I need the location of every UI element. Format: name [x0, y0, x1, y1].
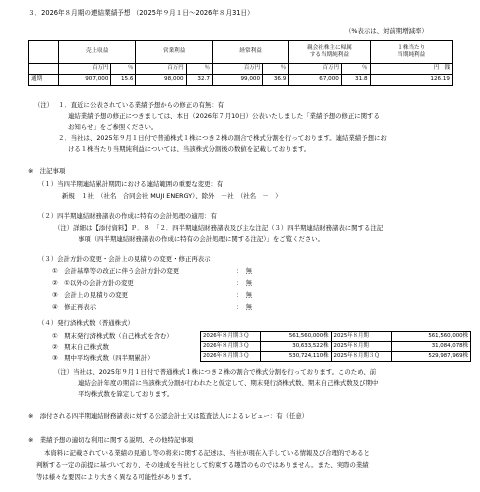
forecast-title: ３．2026年８月期の連結業績予想 （2025年９月１日～2026年８月31日） [28, 9, 254, 17]
section-2-note-1: （注）詳細は【添付資料】Ｐ．８ 「２．四半期連結財務諸表及び主な注記（３）四半期連結財務諸表に関する注記 [54, 224, 384, 232]
value-cell: 907,000 [58, 75, 111, 86]
policy-item-3-value: ： 無 [236, 291, 252, 299]
header-ordinary-profit: 経常利益 [212, 41, 288, 64]
value-cell: 32.7 [186, 75, 212, 86]
shares-note-1: （注）当社は、2025年９月１日付で普通株式１株につき２株の割合で株式分割を行っております。このため、前 [54, 368, 377, 376]
value-cell: 529,987,969株 [392, 352, 471, 362]
period-cell: 2026年８月期３Ｑ [201, 352, 261, 362]
policy-item-1-value: ： 無 [236, 267, 252, 275]
policy-item-3: ③ 会計上の見積りの変更 [52, 291, 129, 299]
unit-cell: ％ [263, 64, 289, 75]
unit-cell: 円 銭 [370, 64, 452, 75]
section-3: （３）会計方針の変更・会計上の見積りの変更・修正再表示 [38, 255, 211, 263]
section-4: （４）発行済株式数（普通株式） [38, 319, 134, 327]
table-row [201, 342, 471, 352]
table-row [201, 352, 471, 362]
value-cell: 36.9 [263, 75, 289, 86]
note-1: １．直近に公表されている業績予想からの修正の有無：有 [58, 101, 225, 109]
guidance-line-3: 等は様々な要因により大きく異なる可能性があります。 [36, 473, 196, 481]
period-cell: 2025年８月期３Ｑ [331, 352, 392, 362]
unit-cell: ％ [186, 64, 212, 75]
chuki-heading: ※ 注記事項 [28, 167, 66, 175]
forecast-header-row [29, 41, 453, 64]
note-1-line3: お知らせ」をご参照ください。 [68, 123, 158, 131]
period-cell: 2025年８月期 [331, 332, 392, 342]
policy-item-1: ① 会計基準等の改正に伴う会計方針の変更 [52, 267, 180, 275]
guidance-line-2: 判断する一定の前提に基づいており、その達成を当社として約束する趣旨のものではありません。また、実際の業績 [36, 461, 369, 469]
unit-cell: 百万円 [289, 64, 342, 75]
header-eps: １株当たり 当期純利益 [370, 41, 452, 64]
unit-cell: ％ [111, 64, 136, 75]
section-2-note-2: 事項（四半期連結財務諸表の作成に特有の会計処理に関する注記）」をご覧ください。 [78, 235, 325, 243]
shares-table [200, 331, 471, 362]
unit-cell: 百万円 [212, 64, 262, 75]
policy-item-4: ④ 修正再表示 [52, 303, 97, 311]
shares-label-2: ② 期末自己株式数 [52, 343, 109, 351]
period-cell: 2026年８月期３Ｑ [201, 332, 261, 342]
note-1-line2: 連結業績予想の修正につきましては、本日（2026年７月10日）公表いたしました「業績予想の修正に関する [68, 112, 380, 120]
value-cell: 561,560,000株 [392, 332, 471, 342]
guidance-line-1: 本資料に記載されている業績の見通し等の将来に関する記述は、当社が現在入手している情報及び合理的であると [44, 449, 370, 457]
header-net-income: 親会社株主に帰属 する当期純利益 [289, 41, 370, 64]
row-label: 通期 [29, 75, 59, 86]
value-cell: 31.8 [341, 75, 370, 86]
unit-cell: ％ [341, 64, 370, 75]
policy-item-2-value: ： 無 [236, 279, 252, 287]
note-label: （注） [34, 101, 54, 109]
forecast-value-row [29, 75, 453, 86]
value-cell: 30,633,522株 [260, 342, 331, 352]
policy-item-4-value: ： 無 [236, 303, 252, 311]
pct-note: （%表示は、対前期増減率） [345, 27, 428, 35]
forecast-unit-row [29, 64, 453, 75]
review-line: ※ 添付される四半期連結財務諸表に対する公認会計士又は監査法人によるレビュー：有（任意） [28, 412, 309, 420]
unit-cell: 百万円 [136, 64, 186, 75]
value-cell: 530,724,110株 [260, 352, 331, 362]
value-cell: 67,000 [289, 75, 342, 86]
shares-label-1: ① 期末発行済株式数（自己株式を含む） [52, 332, 173, 340]
guidance-heading: ※ 業績予想の適切な利用に関する説明、その他特記事項 [28, 436, 194, 444]
value-cell: 31,084,078株 [392, 342, 471, 352]
period-cell: 2026年８月期３Ｑ [201, 342, 261, 352]
shares-label-3: ③ 期中平均株式数（四半期累計） [52, 354, 154, 362]
value-cell: 15.6 [111, 75, 136, 86]
value-cell: 99,000 [212, 75, 262, 86]
header-sales: 売上収益 [58, 41, 136, 64]
section-1: （１）当四半期連結累計期間における連結範囲の重要な変更：有 [38, 180, 224, 188]
section-1-detail: 新規 １社 （社名 合同会社 MUJI ENERGY）、除外 －社 （社名 － ） [62, 192, 282, 200]
value-cell: 126.19 [370, 75, 452, 86]
table-row [201, 332, 471, 342]
unit-cell: 百万円 [58, 64, 111, 75]
note-2-line2: ける１株当たり当期純利益については、当該株式分割後の数値を記載しております。 [68, 145, 311, 153]
header-operating-profit: 営業利益 [136, 41, 212, 64]
shares-note-3: 平均株式数を算定しております。 [78, 390, 174, 398]
value-cell: 561,560,000株 [260, 332, 331, 342]
value-cell: 98,000 [136, 75, 186, 86]
section-2: （２）四半期連結財務諸表の作成に特有の会計処理の適用：有 [38, 212, 217, 220]
note-2: ２．当社は、2025年９月１日付で普通株式１株につき２株の割合で株式分割を行っております。連結業績予想にお [58, 134, 387, 142]
shares-note-2: 連結会計年度の期首に当該株式分割が行われたと仮定して、期末発行済株式数、期末自己株式数及び期中 [78, 379, 379, 387]
period-cell: 2025年８月期 [331, 342, 392, 352]
forecast-table [28, 40, 453, 86]
policy-item-2: ② ①以外の会計方針の変更 [52, 279, 134, 287]
